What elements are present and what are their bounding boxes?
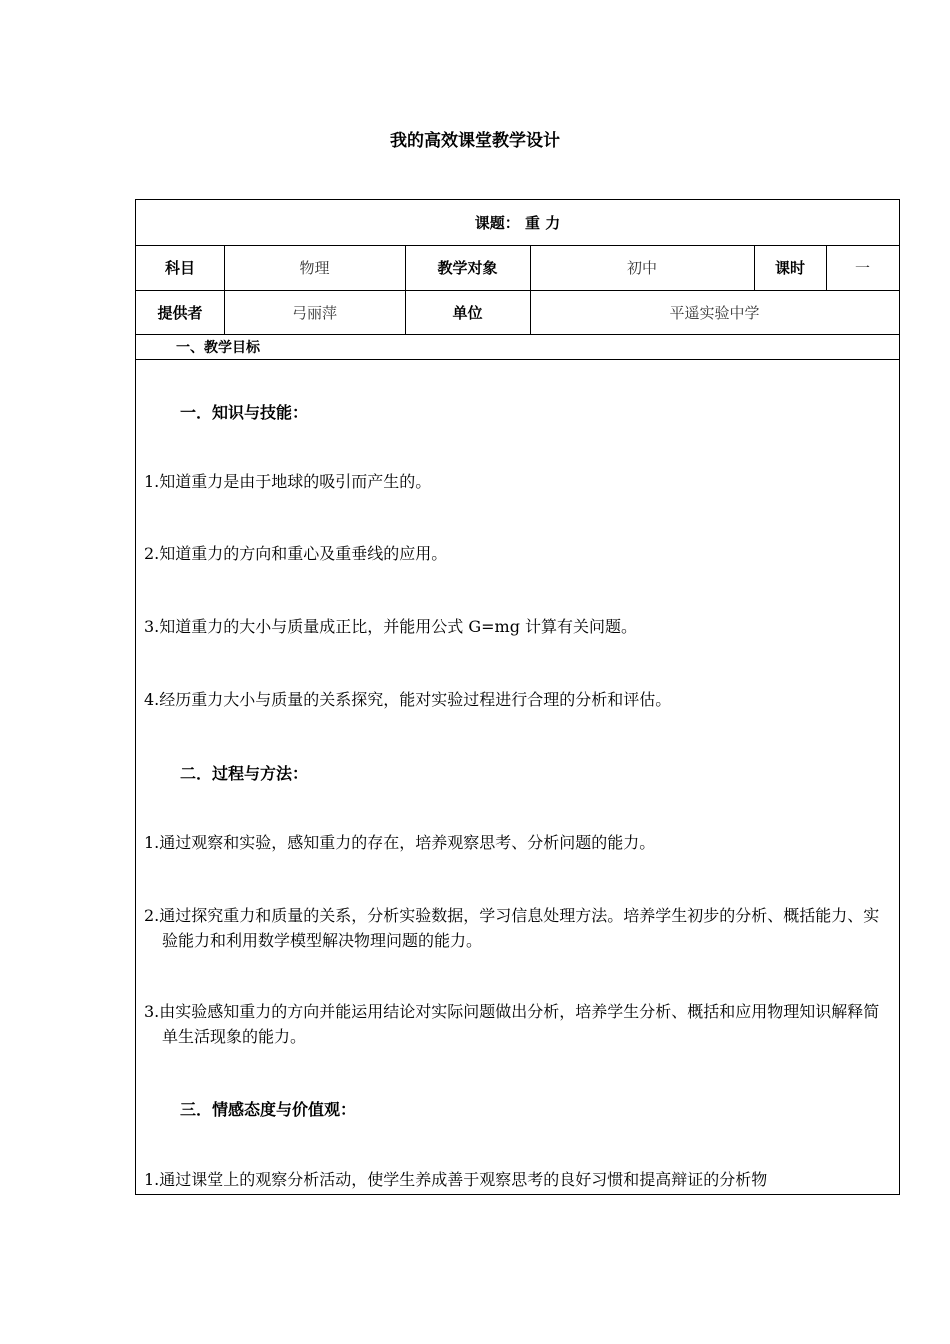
unit-value: 平遥实验中学 [669, 303, 760, 322]
subject-label: 科目 [164, 259, 195, 277]
list-item: 1.通过观察和实验，感知重力的存在，培养观察思考、分析问题的能力。 [144, 833, 656, 852]
provider-label: 提供者 [157, 303, 203, 322]
lesson-plan-table [135, 199, 900, 1195]
list-item: 3.由实验感知重力的方向并能运用结论对实际问题做出分析，培养学生分析、概括和应用物理知识解释简单生活现象的能力。 [144, 1002, 880, 1046]
list-item: 1.通过课堂上的观察分析活动，使学生养成善于观察思考的良好习惯和提高辩证的分析物 [144, 1170, 768, 1189]
period-value: 一 [854, 259, 870, 277]
audience-label: 教学对象 [437, 259, 498, 277]
audience-value: 初中 [626, 259, 657, 277]
list-item: 2.通过探究重力和质量的关系，分析实验数据，学习信息处理方法。培养学生初步的分析、概括能力、实验能力和利用数学模型解决物理问题的能力。 [144, 906, 880, 950]
topic-cell: 课题： 重 力 [474, 214, 561, 232]
section-header: 一、教学目标 [176, 339, 260, 356]
provider-value: 弓丽萍 [291, 303, 337, 322]
unit-label: 单位 [452, 303, 483, 322]
document-title: 我的高效课堂教学设计 [390, 131, 560, 151]
list-item: 3.知道重力的大小与质量成正比，并能用公式 G=mg 计算有关问题。 [144, 617, 638, 636]
emotion-heading: 三．情感态度与价值观： [180, 1100, 357, 1119]
list-item: 4.经历重力大小与质量的关系探究，能对实验过程进行合理的分析和评估。 [144, 690, 672, 709]
period-label: 课时 [774, 259, 805, 277]
subject-value: 物理 [299, 259, 330, 277]
process-heading: 二．过程与方法： [180, 764, 309, 783]
list-item: 1.知道重力是由于地球的吸引而产生的。 [144, 472, 432, 491]
list-item: 2.知道重力的方向和重心及重垂线的应用。 [144, 544, 448, 563]
row-divider [136, 359, 899, 360]
knowledge-heading: 一．知识与技能： [180, 403, 309, 422]
